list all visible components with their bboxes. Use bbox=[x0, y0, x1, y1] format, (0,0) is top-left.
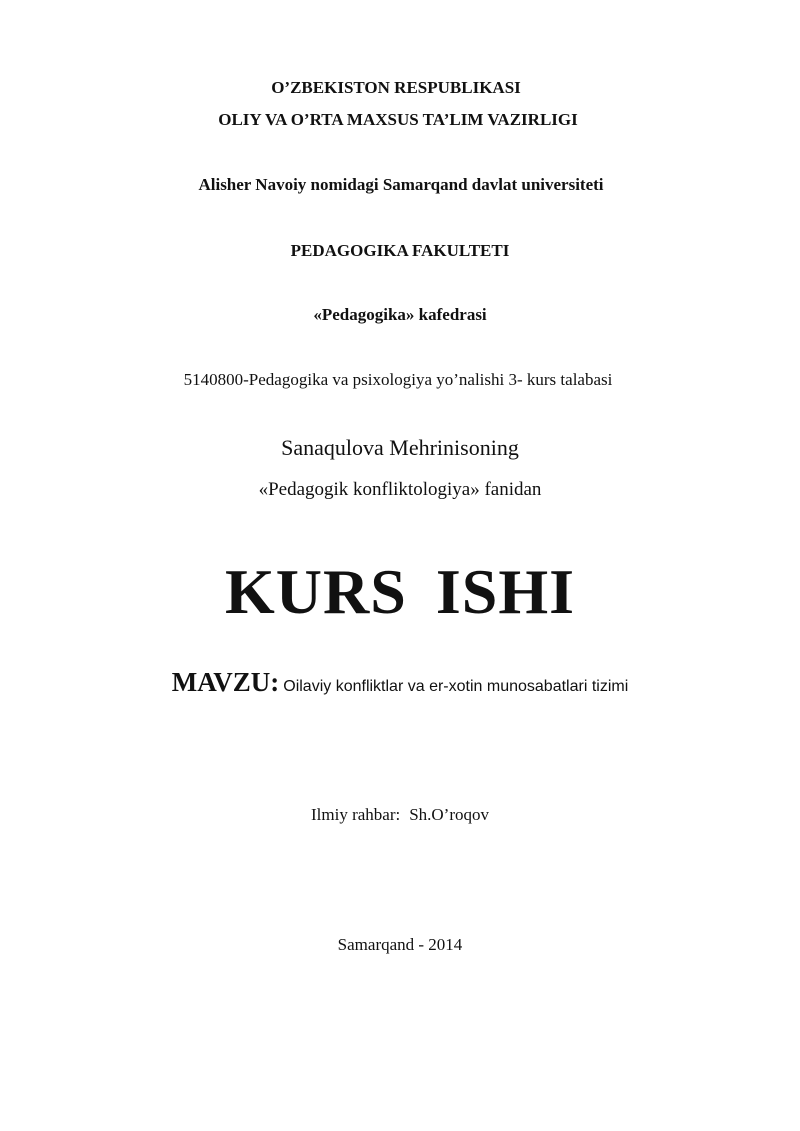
department-name: «Pedagogika» kafedrasi bbox=[313, 305, 487, 324]
student-info: 5140800-Pedagogika va psixologiya yo’nalishi 3- kurs talabasi bbox=[183, 370, 613, 389]
topic-label: MAVZU: bbox=[171, 667, 280, 697]
supervisor-line bbox=[0, 806, 800, 823]
topic-text: Oilaviy konfliktlar va er-xotin munosabatlari tizimi bbox=[283, 678, 629, 695]
supervisor-name: Sh.O’roqov bbox=[409, 805, 490, 824]
ministry-line-2: OLIY VA O’RTA MAXSUS TA’LIM VAZIRLIGI bbox=[218, 110, 578, 129]
subject-name: «Pedagogik konfliktologiya» fanidan bbox=[258, 479, 542, 500]
topic-line bbox=[0, 669, 800, 696]
supervisor-label: Ilmiy rahbar: bbox=[310, 805, 401, 824]
student-name: Sanaqulova Mehrinisoning bbox=[281, 435, 519, 460]
document-type-title: KURS ISHI bbox=[225, 556, 575, 627]
ministry-line-1: O’ZBEKISTON RESPUBLIKASI bbox=[271, 78, 521, 97]
faculty-name: PEDAGOGIKA FAKULTETI bbox=[290, 241, 510, 260]
city-year: Samarqand - 2014 bbox=[337, 935, 463, 954]
university-name: Alisher Navoiy nomidagi Samarqand davlat universiteti bbox=[198, 175, 604, 194]
